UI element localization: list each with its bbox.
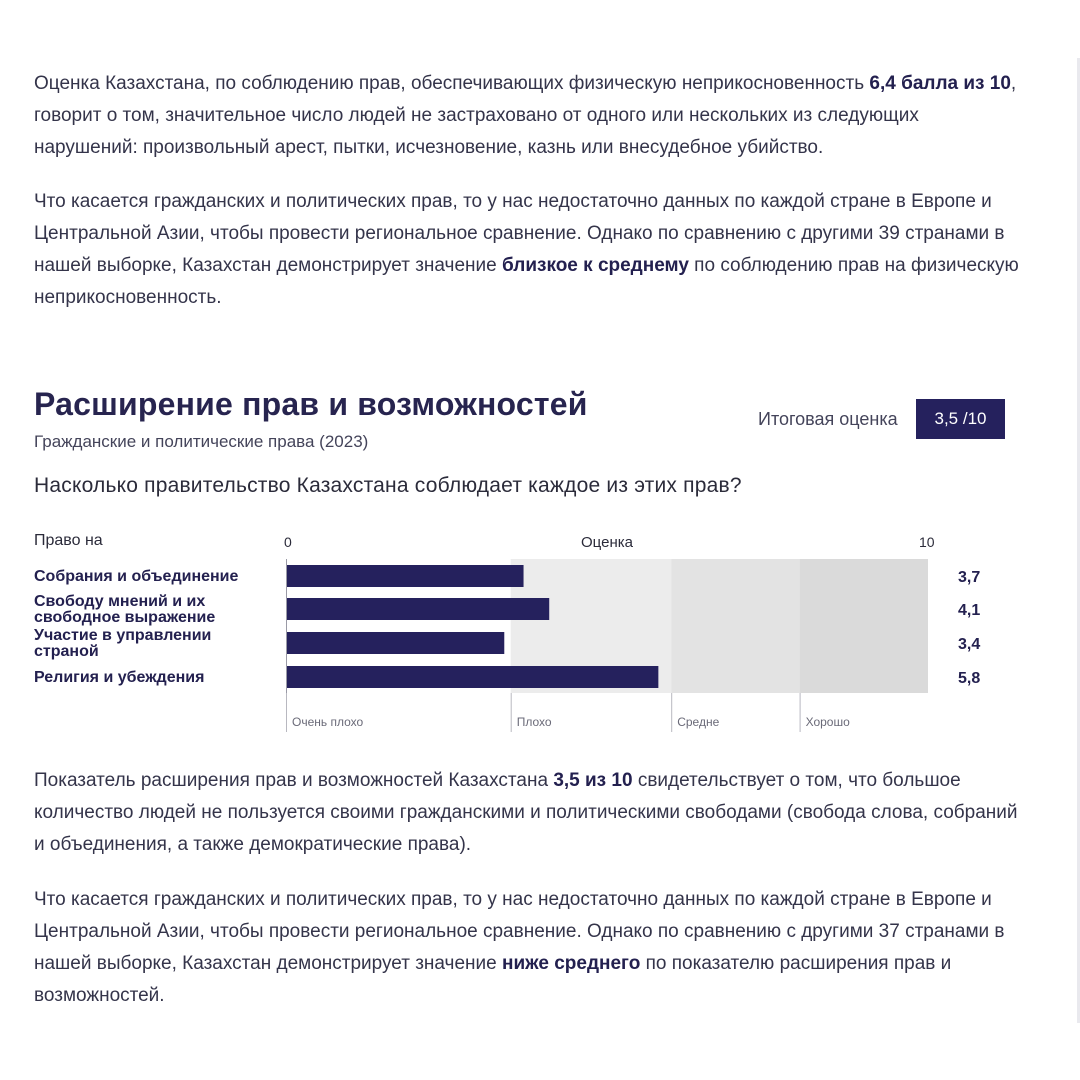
p2-text-before: Что касается гражданских и политических прав, то у нас недостаточно данных по каждой стране в Европе и Центральной Азии, чтобы провести региональное сравнение. Однако по сравнению с другими 39 странами в нашей выборке, Казахстан демонстрирует значение [34, 191, 1005, 276]
section-subtitle: Гражданские и политические права (2023) [34, 432, 369, 451]
band-label: Хорошо [805, 715, 850, 729]
bar [287, 666, 658, 688]
p2-text-after: по соблюдению прав на физическую неприкосновенность. [34, 255, 1019, 308]
band-label: Плохо [516, 715, 552, 729]
chart-question: Насколько правительство Казахстана соблюдает каждое из этих прав? [34, 474, 742, 497]
row-header-label: Право на [34, 532, 103, 549]
p4-bold-assessment: ниже среднего [501, 953, 641, 974]
data-label: 5,8 [958, 670, 981, 687]
category-label: Свободу мнений и их [34, 593, 206, 610]
p3-bold-score: 3,5 из 10 [553, 770, 633, 791]
p3-text-before: Показатель расширения прав и возможностей Казахстана [34, 770, 554, 791]
p4-text-before: Что касается гражданских и политических прав, то у нас недостаточно данных по каждой стране в Европе и Центральной Азии, чтобы провести региональное сравнение. Однако по сравнению с другими 37 странами в нашей выборке, Казахстан демонстрирует значение [34, 889, 1005, 974]
x-tick-label: 0 [284, 534, 292, 550]
category-label: Собрания и объединение [34, 568, 239, 585]
data-label: 3,7 [958, 569, 981, 586]
bar [287, 632, 504, 654]
p1-bold-score: 6,4 балла из 10 [869, 73, 1011, 94]
total-score-label: Итоговая оценка [758, 409, 898, 429]
category-label: страной [34, 643, 99, 660]
p3-text-after: свидетельствует о том, что большое количество людей не пользуется своими гражданскими и политическими свободами (свобода слова, собраний и объединения, а также демократические права). [34, 770, 1018, 855]
section-title: Расширение прав и возможностей [34, 386, 588, 422]
data-label: 3,4 [958, 636, 981, 653]
bar [287, 565, 524, 587]
category-label: свободное выражение [34, 609, 216, 626]
band-label: Средне [677, 715, 720, 729]
quality-band [671, 559, 799, 693]
p2-bold-assessment: близкое к среднему [501, 255, 689, 276]
p1-text-after: , говорит о том, значительное число людей не застраховано от одного или нескольких из следующих нарушений: произвольный арест, пытки, исчезновение, казнь или внесудебное убийство. [34, 73, 1017, 158]
x-tick-label: 10 [919, 534, 935, 550]
x-axis-label: Оценка [581, 534, 633, 551]
band-label: Очень плохо [292, 715, 364, 729]
paragraph-empowerment [34, 765, 1019, 861]
quality-band [800, 559, 928, 693]
bar [287, 598, 549, 620]
p1-text-before: Оценка Казахстана, по соблюдению прав, обеспечивающих физическую неприкосновенность [34, 73, 870, 94]
data-label: 4,1 [958, 602, 981, 619]
total-score-value: 3,5 /10 [934, 409, 987, 428]
paragraph-regional-comparison-2 [34, 884, 1019, 1012]
category-label: Участие в управлении [34, 627, 212, 644]
p4-text-after: по показателю расширения прав и возможностей. [34, 953, 952, 1006]
category-label: Религия и убеждения [34, 669, 205, 686]
